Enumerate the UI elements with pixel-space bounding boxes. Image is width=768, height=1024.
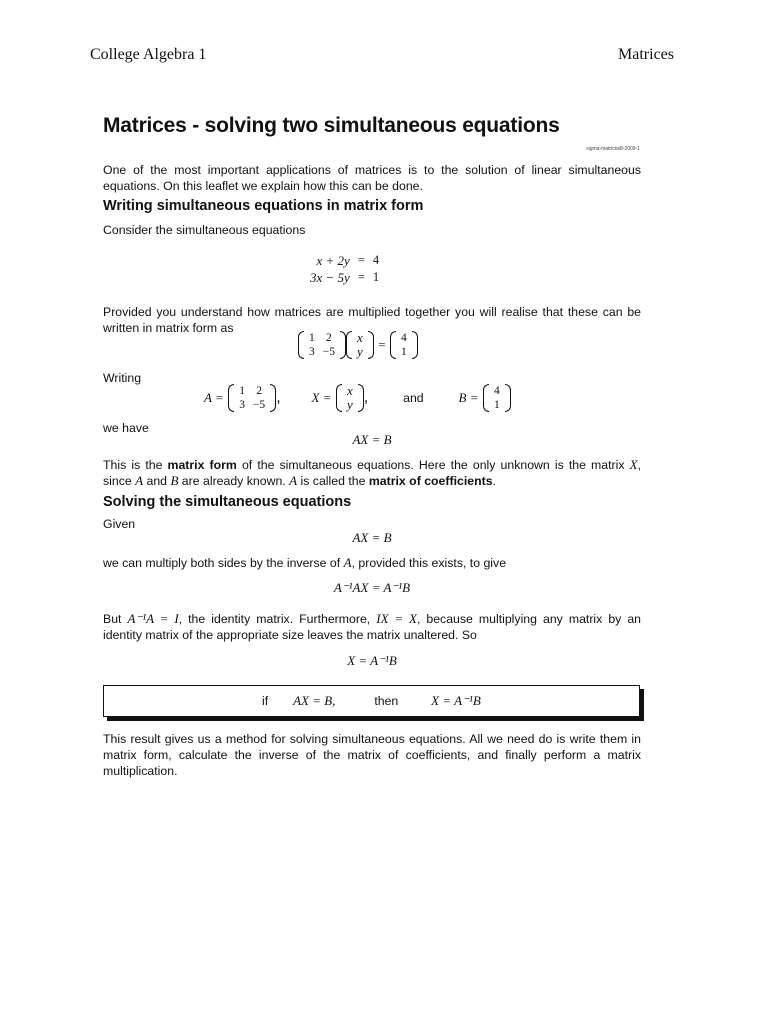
provided-paragraph: Provided you understand how matrices are multiplied together you will realise that these can be written in matrix form as [103, 305, 641, 335]
box-result: X = A⁻¹B [431, 693, 481, 708]
matrix-form-paragraph: This is the matrix form of the simultaneous equations. Here the only unknown is the matrix X, since A and B are already known. A is called the matrix of coefficients. [103, 457, 641, 488]
inverse-equation: A⁻¹AX = A⁻¹B [333, 580, 411, 595]
matrix-X-def: x y [336, 384, 364, 412]
writing-label: Writing [103, 371, 142, 385]
matrix-A: 1 2 3 −5 [298, 331, 346, 359]
X-label: X = [311, 390, 332, 406]
leaflet-code: sigma-matrices8-2009-1 [586, 146, 640, 152]
matrix-B-def: 4 1 [483, 384, 511, 412]
box-condition: AX = B, [293, 693, 336, 708]
ax-equals-b-2: AX = B [352, 530, 392, 545]
eq2-lhs: 3x − 5y [310, 270, 350, 285]
eq2-rhs: 1 [372, 270, 380, 284]
comma: , [276, 389, 281, 407]
given-text: Given [103, 517, 136, 531]
equals-sign: = [378, 337, 386, 353]
eq1-rhs: 4 [372, 253, 380, 267]
ax-equals-b: AX = B [352, 432, 392, 447]
matrix-A-def: 1 2 3 −5 [228, 384, 276, 412]
and-text: and [403, 391, 424, 406]
simultaneous-equations [306, 252, 383, 286]
conclusion-paragraph: This result gives us a method for solving simultaneous equations. All we need do is write them in matrix form, calculate the inverse of the matrix of coefficients, and finally perform a matrix multiplication. [103, 732, 641, 778]
matrix-definitions [204, 384, 511, 412]
intro-paragraph: One of the most important applications of matrices is to the solution of linear simultaneous equations. On this leaflet we explain how this can be done. [103, 163, 641, 193]
eq1-lhs: x + 2y [316, 253, 350, 268]
A-label: A = [204, 390, 224, 406]
page-title: Matrices - solving two simultaneous equations [103, 114, 560, 137]
box-if: if [262, 694, 269, 708]
section2-heading: Solving the simultaneous equations [103, 494, 352, 510]
eq1-equals: = [357, 253, 365, 267]
identity-paragraph: But A⁻¹A = I, the identity matrix. Furthermore, IX = X, because multiplying any matrix by an identity matrix of the appropriate size leaves the matrix unaltered. So [103, 611, 642, 642]
running-header-left: College Algebra 1 [90, 46, 207, 63]
multiply-text: we can multiply both sides by the inverse of A, provided this exists, to give [103, 555, 507, 570]
matrix-form-equation [298, 331, 418, 359]
running-header-right: Matrices [618, 46, 674, 63]
box-then: then [374, 694, 399, 708]
B-label: B = [458, 390, 479, 406]
matrix-X: x y [346, 331, 374, 359]
x-equals-ainv-b: X = A⁻¹B [347, 653, 397, 668]
result-box [103, 685, 640, 717]
eq2-equals: = [357, 270, 365, 284]
consider-text: Consider the simultaneous equations [103, 223, 306, 237]
matrix-B: 4 1 [390, 331, 418, 359]
we-have-text: we have [103, 421, 149, 435]
section1-heading: Writing simultaneous equations in matrix form [103, 198, 424, 214]
comma: , [363, 389, 369, 407]
